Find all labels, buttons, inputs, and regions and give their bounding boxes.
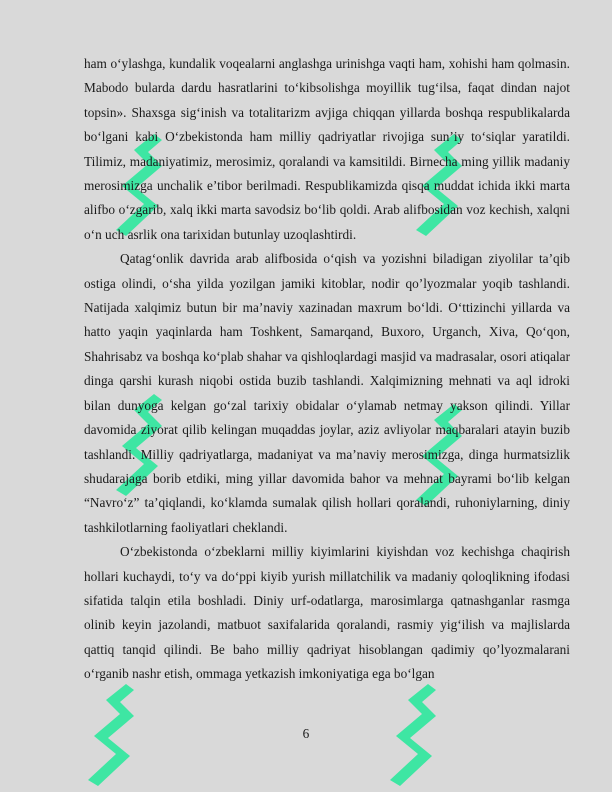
page-number: 6 — [302, 726, 310, 741]
paragraph: O‘zbekistonda o‘zbeklarni milliy kiyimlarini kiyishdan voz kechishga chaqirish hollari kuchaydi, to‘y va do‘ppi kiyib yurish millatchilik va madaniy qoloqlikning ifodasi sifatida talqin etila boshladi. Diniy urf-odatlarga, marosimlarga qatnashganlar rasmga olinib keyin jazolandi, matbuot saxifalarida qoralandi, rasmiy yig‘ilish va majlislarda qattiq tanqid qilindi. Be baho milliy qadriyat hisoblangan qadimiy qo’lyozmalarani o‘rganib nashr etish, ommaga yetkazish imkoniyatiga ega bo‘lgan — [84, 544, 570, 682]
paragraph: ham o‘ylashga, kundalik voqealarni anglashga urinishga vaqti ham, xohishi ham qolmasin. Mabodo bularda dardu hasratlarini to‘kibsolishga moyillik tug‘ilsa, faqat dindan najot topsin». Shaxsga sig‘inish va totalitarizm avjiga chiqqan yillarda boshqa respublikalarda bo‘lgani kabi O‘zbekistonda ham milliy qadriyatlar rivojiga sun’iy to‘siqlar yaratildi. Tilimiz, madaniyatimiz, merosimiz, qoralandi va kamsitildi. Birnecha ming yillik madaniy merosimizga unchalik e’tibor berilmadi. Respublikamizda qisqa muddat ichida ikki marta alifbo o‘zgarib, xalq ikki marta savodsiz bo‘lib qoldi. Arab alifbosidan voz kechish, xalqni o‘n uch asrlik ona tarixidan butunlay uzoqlashtirdi. — [84, 56, 570, 242]
body-text — [84, 52, 570, 687]
paragraph: Qatag‘onlik davrida arab alifbosida o‘qish va yozishni biladigan ziyolilar ta’qib ostiga olindi, o‘sha yilda yozilgan jamiki kitoblar, nodir qo’lyozmalar yoqib tashlandi. Natijada xalqimiz butun bir ma’naviy xazinadan maxrum bo‘ldi. O‘ttizinchi yillarda va hatto yaqin yaqinlarda ham Toshkent, Samarqand, Buxoro, Urganch, Xiva, Qo‘qon, Shahrisabz va boshqa ko‘plab shahar va qishloqlardagi masjid va madrasalar, osori atiqalar dinga qarshi kurash niqobi ostida buzib tashlandi. Xalqimizning mehnati va aql idroki bilan dunyoga kelgan go‘zal tarixiy obidalar o‘ylamab netmay yakson qilindi. Yillar davomida ziyorat qilib kelingan muqaddas joylar, aziz avliyolar maqbaralari atayin buzib tashlandi. Milliy qadriyatlarga, madaniyat va ma’naviy merosimizga, dinga hurmatsizlik shudarajaga borib etdiki, ming yillar davomida bahor va mehnat bayrami bo‘lib kelgan “Navro‘z” ta’qiqlandi, ko‘klamda sumalak qilish hollari qoralandi, ruhoniylarning, diniy tashkilotlarning faoliyatlari cheklandi. — [84, 251, 570, 535]
